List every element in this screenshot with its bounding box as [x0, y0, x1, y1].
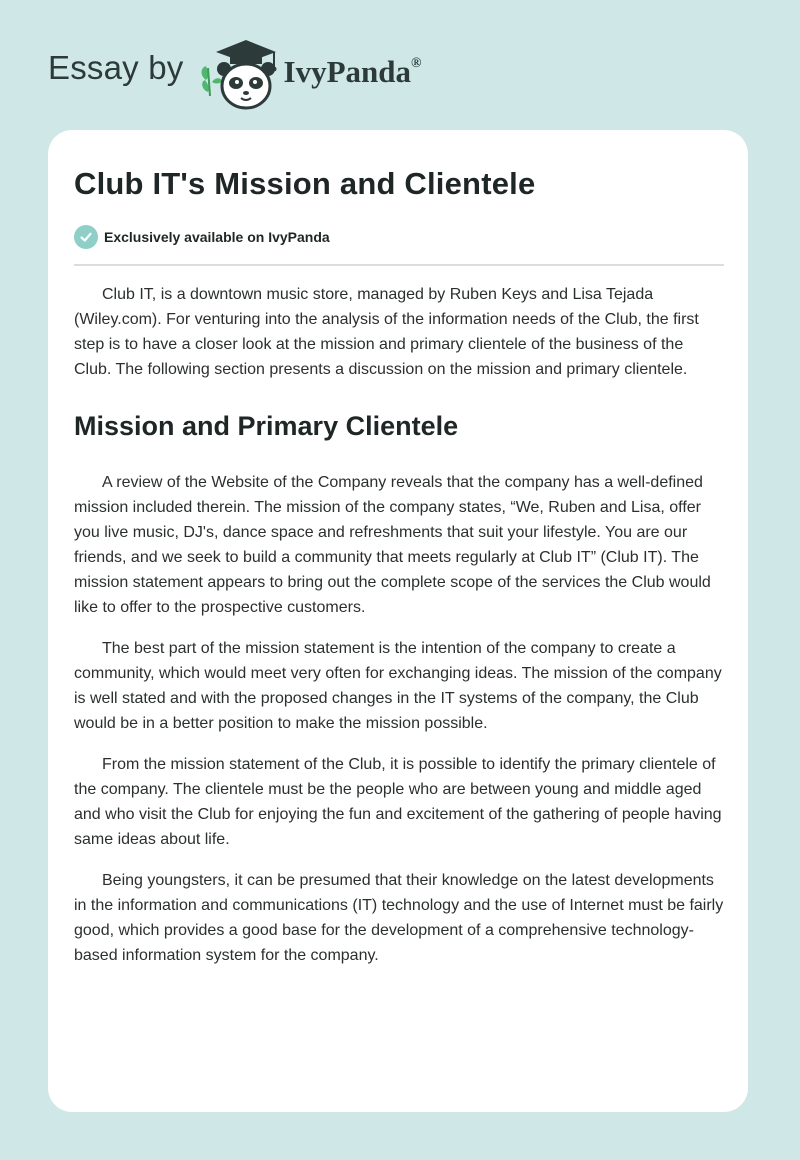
- body-paragraph: A review of the Website of the Company reveals that the company has a well-defined mission included therein. The mission of the company states, “We, Ruben and Lisa, offer you live music, DJ's, dance space and refreshments that suit your lifestyle. You are our friends, and we seek to build a community that meets regularly at Club IT” (Club IT). The mission statement appears to bring out the complete scope of the services the Club would like to offer to the prospective customers.: [74, 474, 711, 616]
- site-header: [48, 34, 421, 114]
- article-content: [74, 160, 724, 968]
- exclusive-badge: [74, 224, 724, 250]
- section-heading: Mission and Primary Clientele: [74, 411, 459, 441]
- exclusive-badge-text: Exclusively available on IvyPanda: [104, 229, 330, 245]
- title-divider: [74, 264, 724, 266]
- brand-name[interactable]: [284, 54, 422, 90]
- checkmark-icon: [74, 225, 98, 249]
- body-paragraph: From the mission statement of the Club, it is possible to identify the primary clientele of the company. The clientele must be the people who are between young and middle aged and who visit the Club for enjoying the fun and excitement of the gathering of people having same ideas about life.: [74, 756, 722, 848]
- essay-by-label: Essay by: [48, 49, 184, 86]
- body-paragraph: Being youngsters, it can be presumed that their knowledge on the latest developments in the information and communications (IT) technology and the use of Internet must be fairly good, which provides a good base for the development of a comprehensive technology-based information system for the company.: [74, 872, 724, 964]
- article-title: Club IT's Mission and Clientele: [74, 166, 536, 201]
- registered-mark: ®: [410, 55, 422, 71]
- panda-logo-icon[interactable]: [196, 36, 280, 112]
- article-card: [48, 130, 748, 1112]
- brand-text: IvyPanda: [283, 54, 411, 89]
- body-paragraph: The best part of the mission statement is the intention of the company to create a community, which would meet very often for exchanging ideas. The mission of the company is well stated and with the proposed changes in the IT systems of the company, the Club would be in a better position to make the mission possible.: [74, 640, 722, 732]
- intro-paragraph: Club IT, is a downtown music store, managed by Ruben Keys and Lisa Tejada (Wiley.com). For venturing into the analysis of the information needs of the Club, the first step is to have a closer look at the mission and primary clientele of the business of the Club. The following section presents a discussion on the mission and primary clientele.: [74, 286, 699, 378]
